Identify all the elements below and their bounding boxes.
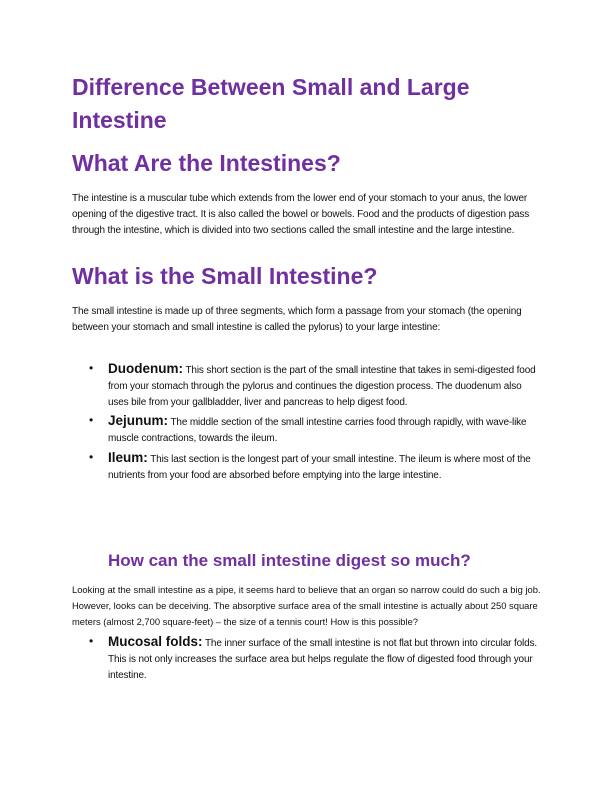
term-duodenum: Duodenum: <box>108 361 183 376</box>
definition-jejunum: The middle section of the small intestine carries food through rapidly, with wave-like muscle contractions, towards the ileum. <box>108 417 527 445</box>
small-intestine-segments-list <box>72 361 542 487</box>
paragraph-small-intestine-intro: The small intestine is made up of three segments, which form a passage from your stomach (the opening between your stomach and small intestine is called the pylorus) to your large intestine: <box>72 306 522 333</box>
definition-mucosal-folds: The inner surface of the small intestine is not flat but thrown into circular folds. This is not only increases the surface area but helps regulate the flow of digested food through your intestine. <box>108 638 537 681</box>
bullet-icon: • <box>89 449 94 464</box>
term-ileum: Ileum: <box>108 449 148 465</box>
heading-what-are-intestines: What Are the Intestines? <box>72 150 341 176</box>
paragraph-intestines-intro: The intestine is a muscular tube which extends from the lower end of your stomach to your anus, the lower opening of the digestive tract. It is also called the bowel or bowels. Food and the products of digestion pass through the intestine, which is divided into two sections called the small intestine and the large intestine. <box>72 193 530 236</box>
list-item-duodenum <box>72 361 542 410</box>
digest-features-list <box>72 634 542 686</box>
term-mucosal-folds: Mucosal folds: <box>108 634 203 649</box>
list-item-mucosal-folds <box>72 634 542 683</box>
heading-how-digest: How can the small intestine digest so much? <box>108 551 471 570</box>
heading-small-intestine: What is the Small Intestine? <box>72 263 378 289</box>
bullet-icon: • <box>89 634 94 648</box>
definition-duodenum: This short section is the part of the small intestine that takes in semi-digested food from your stomach through the pylorus and continues the digestion process. The duodenum also uses bile from your gallbladder, liver and pancreas to help digest food. <box>108 365 536 408</box>
bullet-icon: • <box>89 413 94 428</box>
list-item-jejunum <box>72 413 542 447</box>
definition-ileum: This last section is the longest part of your small intestine. The ileum is where most of the nutrients from your food are absorbed before emptying into the large intestine. <box>108 453 531 481</box>
document-title: Difference Between Small and Large Intestine <box>72 74 470 133</box>
paragraph-digest-surface: Looking at the small intestine as a pipe, it seems hard to believe that an organ so narrow could do such a big job. However, looks can be deceiving. The absorptive surface area of the small intestine is actually about 250 square meters (almost 2,700 square-feet) – the size of a tennis court! How is this possible? <box>72 584 541 627</box>
bullet-icon: • <box>89 361 94 375</box>
list-item-ileum <box>72 450 542 484</box>
term-jejunum: Jejunum: <box>108 413 169 429</box>
